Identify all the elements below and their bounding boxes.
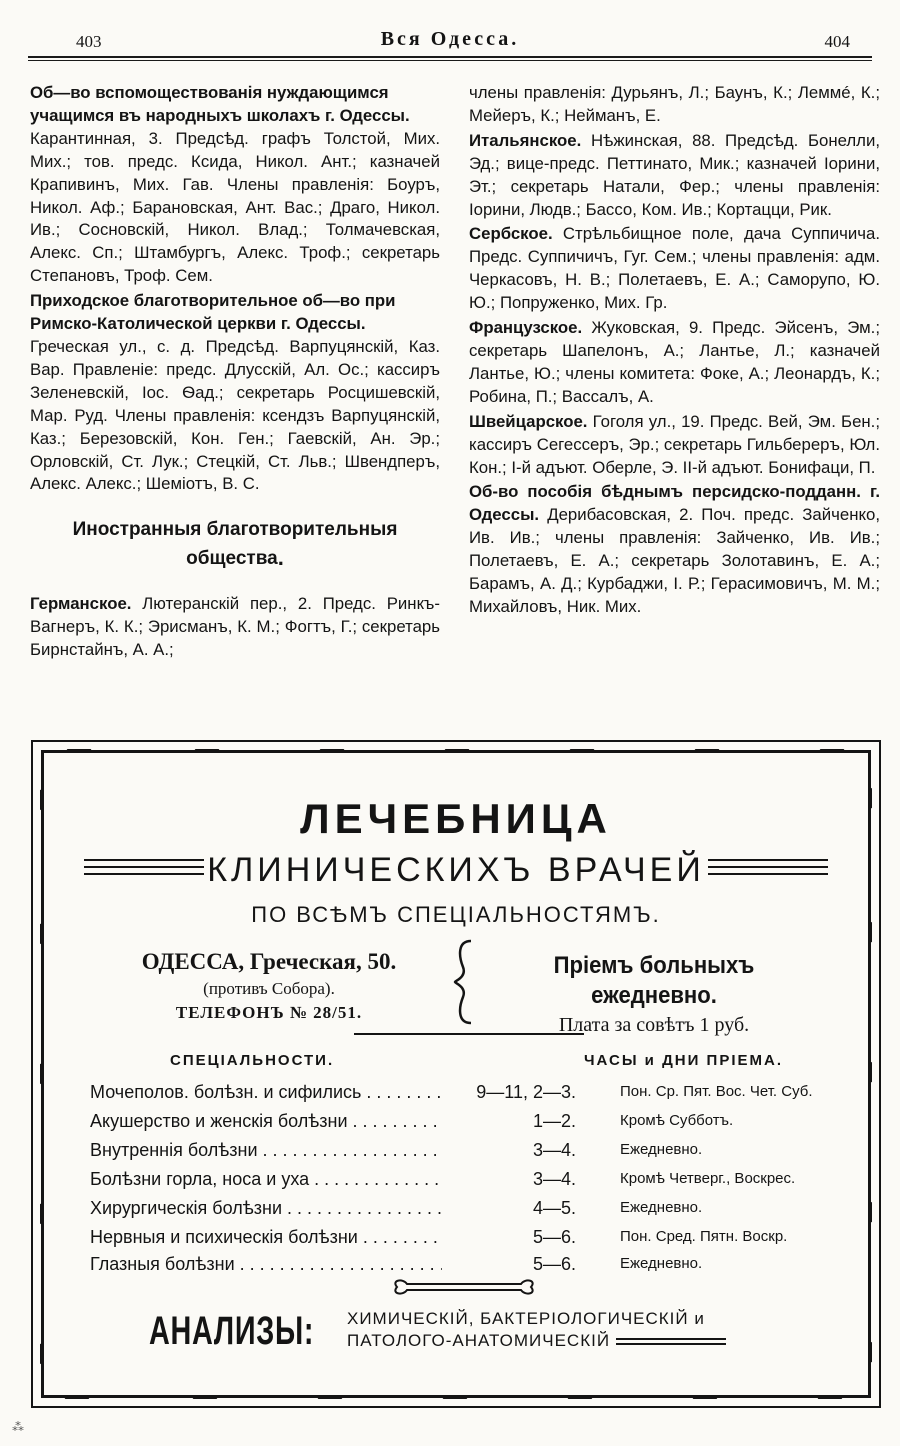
frame-ornament [868, 788, 872, 810]
frame-ornament [818, 1395, 845, 1399]
clinic-tagline: ПО ВСѢМЪ СПЕЦІАЛЬНОСТЯМЪ. [251, 902, 661, 927]
specialty-hours: 3—4. [442, 1166, 576, 1192]
continuation-text: члены правленія: Дурьянъ, Л.; Баунъ, К.; Леммé, К.; Мейеръ, К.; Нейманъ, Е. [469, 83, 880, 125]
specialty-row [90, 1079, 880, 1105]
frame-ornament [568, 1395, 595, 1399]
specialty-name: Болѣзни горла, носа и уха . . . [90, 1166, 490, 1192]
frame-ornament [693, 749, 720, 753]
frame-ornament [65, 1395, 92, 1399]
analyses-line-1: ХИМИЧЕСКІЙ, БАКТЕРІОЛОГИЧЕСКІЙ и [347, 1309, 705, 1328]
frame-ornament [318, 1395, 345, 1399]
section-title-text: Иностранныя благотворительныя общества [72, 519, 398, 570]
analyses-line-2: ПАТОЛОГО-АНАТОМИЧЕСКІЙ [347, 1331, 611, 1350]
clinic-subtitle: КЛИНИЧЕСКИХЪ ВРАЧЕЙ [207, 851, 705, 889]
analyses-rule [616, 1338, 726, 1345]
divider-rule [354, 1033, 584, 1035]
clinic-reception-block [474, 951, 834, 1039]
society-title: Об—во вспомоществованія нуждающимся учащимся въ народныхъ школахъ г. Одессы. [30, 83, 410, 125]
society-entry [469, 411, 880, 480]
specialty-days: Ежедневно. [620, 1255, 703, 1272]
clinic-title: ЛЕЧЕБНИЦА [300, 795, 612, 842]
specialty-row [90, 1108, 880, 1134]
society-entry [469, 130, 880, 222]
specialty-days: Ежедневно. [620, 1141, 703, 1158]
society-entry [469, 481, 880, 618]
page-header [28, 24, 872, 60]
frame-ornament [193, 749, 220, 753]
society-entry [469, 317, 880, 409]
specialty-days: Кромѣ Субботъ. [620, 1112, 734, 1129]
specialty-hours: 1—2. [442, 1108, 576, 1134]
society-title: Сербское. [469, 224, 553, 244]
society-text: Греческая ул., с. д. Предсѣд. Варпуцянскій, Каз. Вар. Правленіе: предс. Длусскій, Ал. Ос.; кассиръ Зеленевскій, Іос. Ѳад.; секретарь Росцишевскій, Мар. Руд. Члены правленія: ксендзъ Варпуцянскій, Каз.; Березовскій, Кон. Ген.; Гаевскій, Ан. Эр.; Орловскій, Ст. Лук.; Стецкій, Ст. Льв.; Швендперъ, Алекс. Алекс.; Шеміотъ, В. С. [30, 336, 440, 494]
specialty-name: Мочеполов. болѣзн. и сифились . . . [90, 1079, 490, 1105]
society-text: Карантинная, 3. Предсѣд. графъ Толстой, Мих. Мих.; тов. предс. Ксида, Никол. Ант.; казначей Крапивинъ, Мих. Гав. Члены правленія: Боуръ, Никол. Аф.; Барановская, Ант. Вас.; Драго, Никол. Ив.; Сосновскій, Никол. Влад.; Толмачевская, Алекс. Сп.; Штамбургъ, Алекс. Троф.; секретарь Степановъ, Троф. Сем. [30, 128, 440, 286]
advertisement-inner-frame [41, 750, 871, 1398]
clinic-advertisement [31, 740, 881, 1408]
decorative-rule-right [708, 859, 828, 880]
specialty-hours: 9—11, 2—3. [442, 1079, 576, 1105]
society-entry [469, 223, 880, 315]
consultation-fee: Плата за совѣтъ 1 руб. [558, 1014, 750, 1036]
specialty-name: Глазныя болѣзни . . . [90, 1251, 490, 1277]
specialties-header: СПЕЦІАЛЬНОСТИ. [170, 1052, 335, 1069]
specialty-name: Внутреннія болѣзни . . . [90, 1137, 490, 1163]
frame-ornament [65, 749, 92, 753]
society-title: Германское. [30, 594, 132, 614]
analyses-types [347, 1308, 726, 1352]
analyses-label: АНАЛИЗЫ: [149, 1309, 315, 1353]
clinic-phone: ТЕЛЕФОНЪ № 28/51. [175, 1003, 363, 1022]
society-title: Приходское благотворительное об—во при Римско-Католической церкви г. Одессы. [30, 291, 396, 334]
section-title [30, 516, 440, 573]
specialty-row [90, 1195, 880, 1221]
frame-ornament [40, 1342, 44, 1364]
page-number-right: 404 [824, 32, 850, 51]
running-title: Вся Одесса. [380, 28, 520, 50]
hours-header: ЧАСЫ и ДНИ ПРІЕМА. [584, 1052, 783, 1069]
frame-ornament [40, 1062, 44, 1084]
reception-hours: Пріемъ больныхъ ежедневно. [553, 952, 755, 1009]
society-title: Французское. [469, 318, 583, 338]
specialty-row [90, 1224, 880, 1250]
specialty-days: Пон. Сред. Пятн. Воскр. [620, 1228, 788, 1245]
specialty-name: Нервныя и психическія болѣзни . . . [90, 1224, 490, 1250]
society-title: Итальянское. [469, 130, 582, 150]
society-entry [30, 290, 440, 496]
frame-ornament [318, 749, 345, 753]
scroll-ornament [389, 1276, 539, 1298]
frame-ornament [40, 1202, 44, 1224]
clinic-subtitle-row [44, 850, 868, 894]
specialty-hours: 5—6. [442, 1251, 576, 1277]
frame-ornament [868, 1342, 872, 1364]
clinic-address-note: (противъ Собора). [203, 979, 335, 998]
specialty-hours: 5—6. [442, 1224, 576, 1250]
society-text: Стрѣльбищное поле, дача Суппичича. Предс. Суппичичъ, Гуг. Сем.; члены правленія: адм. Черкасовъ, Н. В.; Полетаевъ, Е. А.; Саморупо, Ю. Ю.; Попруженко, Мих. Гр. [469, 224, 880, 313]
specialty-row [90, 1166, 880, 1192]
left-column [30, 82, 440, 664]
society-title: Швейцарское. [469, 411, 588, 431]
frame-ornament [568, 749, 595, 753]
specialty-days: Ежедневно. [620, 1199, 703, 1216]
society-text: Дерибасовская, 2. Поч. предс. Зайченко, Ив. Ив.; члены правленія: Зайченко, Ив. Ив.; Полетаевъ, Е. А.; секретарь Золотавинъ, Е. А.; Барамъ, А. Д.; Курбаджи, I. Р.; Герасимовичъ, М. М.; Михайловъ, Ник. Мих. [469, 505, 880, 616]
society-text: Гоголя ул., 19. Предс. Вей, Эм. Бен.; кассиръ Сегессеръ, Эр.; секретарь Гильбереръ, Юл. Кон.; I-й адъют. Оберле, Э. II-й адъют. Бонифаци, П. [469, 411, 880, 477]
frame-ornament [443, 1395, 470, 1399]
section-title-dot: . [277, 545, 284, 571]
society-text: Жуковская, 9. Предс. Эйсенъ, Эм.; секретарь Шапелонъ, А.; Лантье, Л.; казначей Лантье, Ю.; члены комитета: Фоке, А.; Леонардъ, К.; Робина, П.; Вассалъ, А. [469, 318, 880, 406]
specialty-hours: 3—4. [442, 1137, 576, 1163]
page-number-left: 403 [76, 32, 102, 51]
society-entry [30, 593, 440, 662]
frame-ornament [193, 1395, 220, 1399]
specialty-hours: 4—5. [442, 1195, 576, 1221]
specialty-row [90, 1251, 880, 1277]
frame-ornament [868, 922, 872, 944]
society-entry [30, 82, 440, 288]
society-text: Нѣжинская, 88. Предсѣд. Бонелли, Эд.; вице-предс. Петтинато, Мик.; казначей Іорини, Эт.; секретарь Натали, Фер.; члены правленія: Іорини, Людв.; Бассо, Ком. Ив.; Кортацци, Рик. [469, 130, 880, 219]
society-text: Лютеранскій пер., 2. Предс. Ринкъ-Вагнеръ, К. К.; Эрисманъ, К. М.; Фогтъ, Г.; секретарь Бирнстайнъ, А. А.; [30, 594, 440, 660]
specialty-row [90, 1137, 880, 1163]
clinic-address: ОДЕССА, Греческая, 50. [141, 949, 397, 974]
specialty-days: Пон. Ср. Пят. Вос. Чет. Суб. [620, 1083, 813, 1100]
specialty-name: Хирургическія болѣзни . . . [90, 1195, 490, 1221]
society-title: Об-во пособія бѣднымъ персидско-подданн. г. Одессы. [469, 482, 880, 525]
frame-ornament [443, 749, 470, 753]
right-column [469, 82, 880, 621]
frame-ornament [693, 1395, 720, 1399]
frame-ornament [818, 749, 845, 753]
header-rule [28, 56, 872, 58]
page-speckle: ⁂ [12, 1420, 24, 1434]
specialty-name: Акушерство и женскія болѣзни . . . [90, 1108, 490, 1134]
specialty-days: Кромѣ Четверг., Воскрес. [620, 1170, 796, 1187]
clinic-address-block [74, 947, 464, 1025]
header-rule-thin [28, 60, 872, 61]
